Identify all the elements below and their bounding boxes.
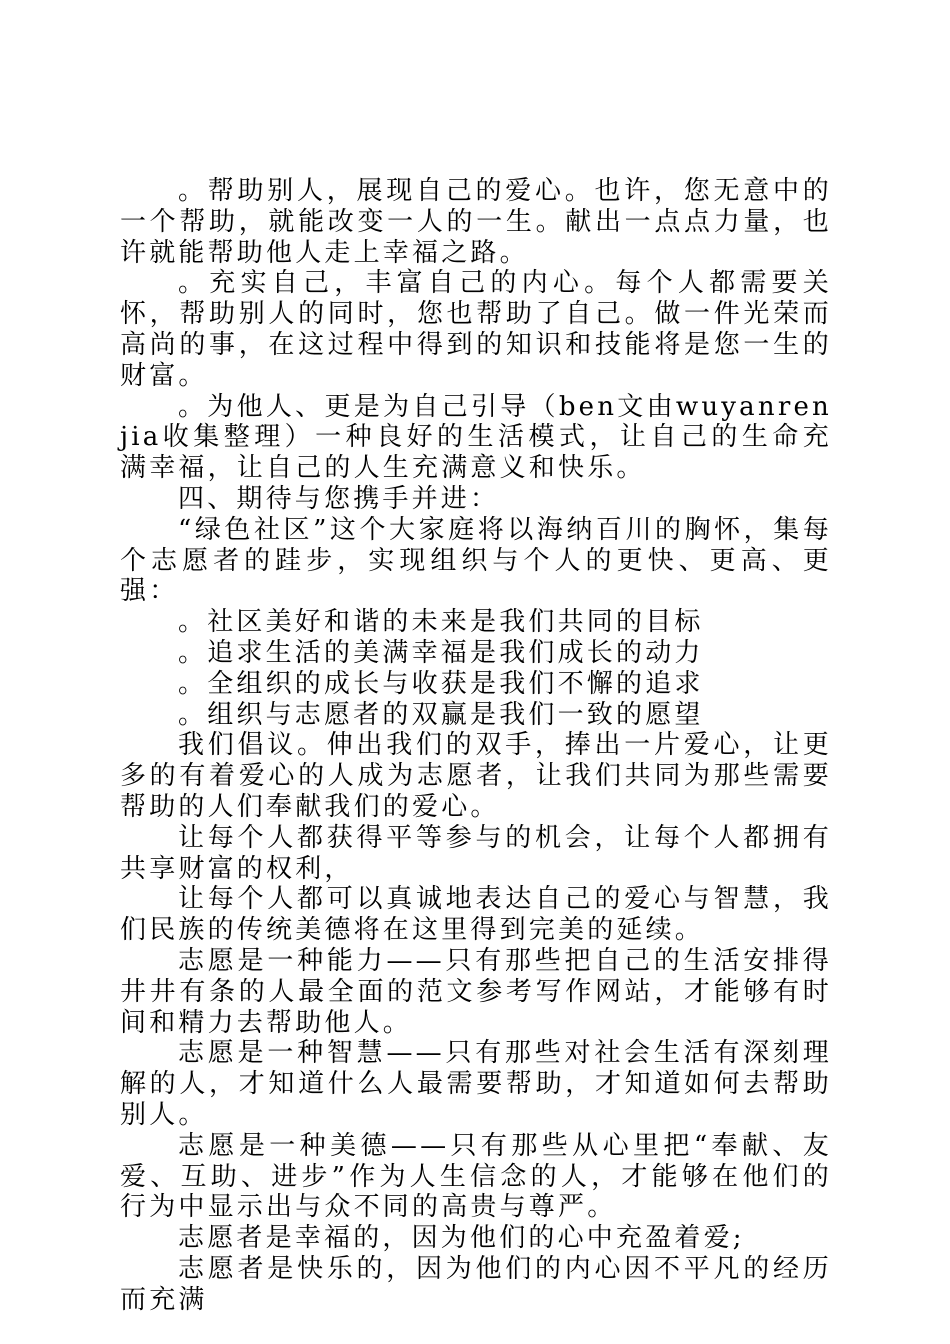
- paragraph: 我们倡议。伸出我们的双手，捧出一片爱心，让更多的有着爱心的人成为志愿者，让我们共同为那些需要帮助的人们奉献我们的爱心。: [120, 730, 832, 822]
- paragraph: 志愿是一种能力——只有那些把自己的生活安排得井井有条的人最全面的范文参考写作网站，才能够有时间和精力去帮助他人。: [120, 945, 832, 1038]
- paragraph: 让每个人都获得平等参与的机会，让每个人都拥有共享财富的权利，: [120, 822, 832, 884]
- paragraph: 让每个人都可以真诚地表达自己的爱心与智慧，我们民族的传统美德将在这里得到完美的延续。: [120, 884, 832, 946]
- paragraph: 志愿是一种智慧——只有那些对社会生活有深刻理解的人，才知道什么人最需要帮助，才知道如何去帮助别人。: [120, 1038, 832, 1130]
- paragraph: 志愿是一种美德——只有那些从心里把“奉献、友爱、互助、进步”作为人生信念的人，才能够在他们的行为中显示出与众不同的高贵与尊严。: [120, 1130, 832, 1223]
- paragraph: 。帮助别人，展现自己的爱心。也许，您无意中的一个帮助，就能改变一人的一生。献出一点点力量，也许就能帮助他人走上幸福之路。: [120, 176, 832, 268]
- list-item: 。社区美好和谐的未来是我们共同的目标: [178, 607, 704, 638]
- list-item: 。组织与志愿者的双赢是我们一致的愿望: [178, 699, 704, 730]
- paragraph: 。充实自己，丰富自己的内心。每个人都需要关怀，帮助别人的同时，您也帮助了自己。做一件光荣而高尚的事，在这过程中得到的知识和技能将是您一生的财富。: [120, 268, 832, 391]
- paragraph: 志愿者是快乐的，因为他们的内心因不平凡的经历而充满: [120, 1253, 832, 1315]
- paragraph: 。为他人、更是为自己引导（ben文由wuyanrenjia收集整理）一种良好的生活模式，让自己的生命充满幸福，让自己的人生充满意义和快乐。: [120, 391, 832, 484]
- section-heading: 四、期待与您携手并进：: [178, 483, 500, 514]
- paragraph: 志愿者是幸福的，因为他们的心中充盈着爱;: [178, 1223, 745, 1254]
- paragraph: “绿色社区”这个大家庭将以海纳百川的胸怀，集每个志愿者的跬步，实现组织与个人的更快、更高、更强：: [120, 514, 832, 607]
- document-body: [120, 176, 832, 1315]
- list-item: 。追求生活的美满幸福是我们成长的动力: [178, 637, 704, 668]
- list-item: 。全组织的成长与收获是我们不懈的追求: [178, 668, 704, 699]
